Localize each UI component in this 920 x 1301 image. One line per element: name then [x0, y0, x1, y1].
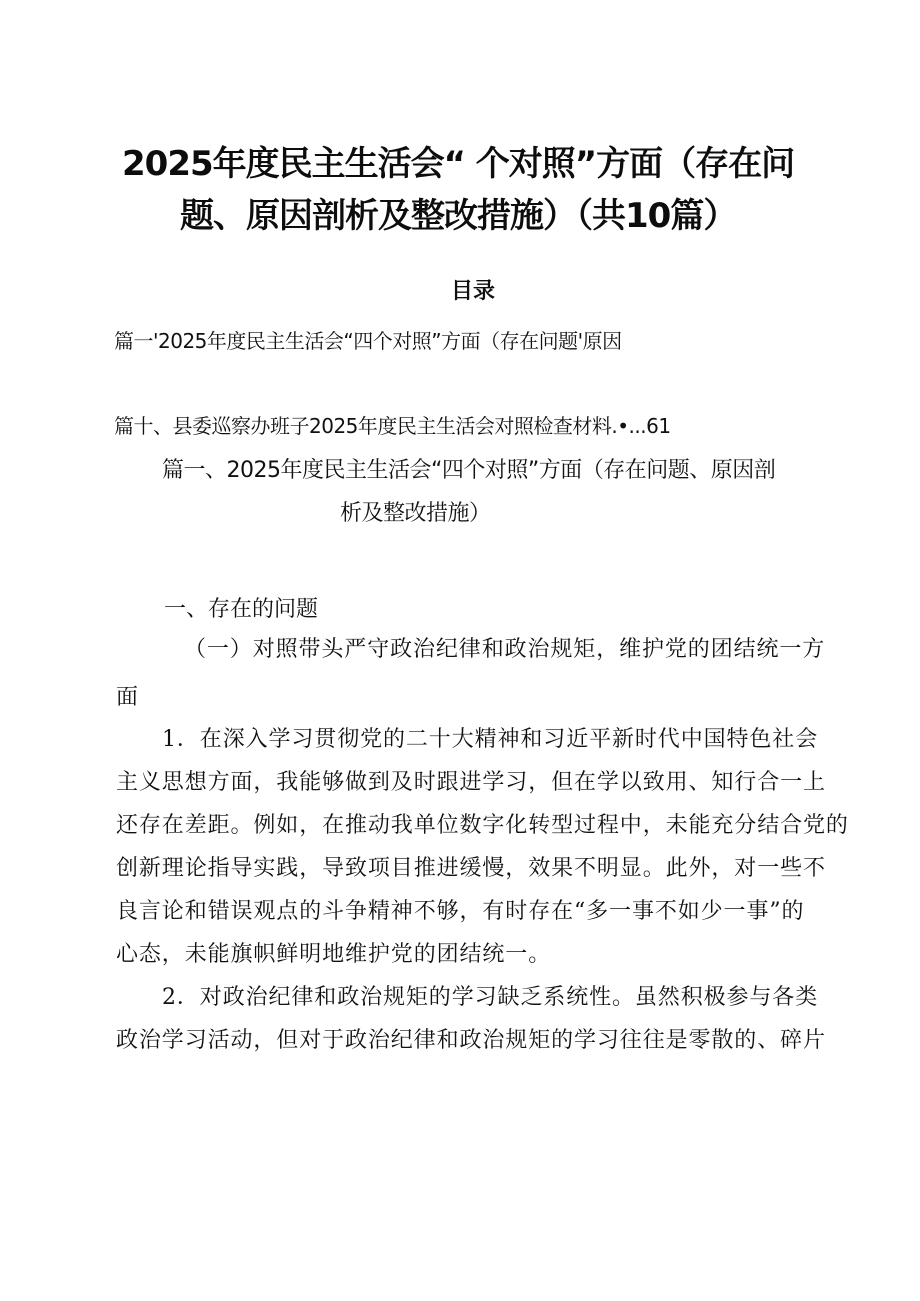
- toc-heading: 目录: [451, 279, 496, 304]
- toc-item: 篇一'2025年度民主生活会“四个对照”方面（存在问题'原因: [114, 329, 622, 353]
- section-heading: 一、存在的问题: [164, 597, 319, 622]
- subsection-heading-line-1: （一）对照带头严守政治纪律和政治规矩，维护党的团结统一方: [184, 637, 826, 662]
- document-title-line-1: 2025年度民主生活会“ 个对照”方面（存在问: [122, 144, 795, 184]
- paragraph-line: 1．在深入学习贯彻党的二十大精神和习近平新时代中国特色社会: [162, 727, 819, 752]
- paragraph-line: 创新理论指导实践，导致项目推进缓慢，效果不明显。此外，对一些不: [116, 856, 826, 881]
- paragraph-line: 2．对政治纪律和政治规矩的学习缺乏系统性。虽然积极参与各类: [162, 985, 819, 1010]
- paragraph-line: 心态，未能旗帜鲜明地维护党的团结统一。: [116, 942, 552, 967]
- document-title-line-2: 题、原因剖析及整改措施）（共10篇）: [180, 196, 737, 236]
- paragraph-line: 良言论和错误观点的斗争精神不够，有时存在“多一事不如少一事”的: [116, 899, 805, 924]
- paragraph-line: 主义思想方面，我能够做到及时跟进学习，但在学以致用、知行合一上: [116, 770, 826, 795]
- toc-item: 篇十、县委巡察办班子2025年度民主生活会对照检查材料.•...61: [114, 414, 671, 438]
- paragraph-line: 还存在差距。例如，在推动我单位数字化转型过程中，未能充分结合党的: [116, 813, 849, 838]
- article-title-line-2: 析及整改措施）: [340, 501, 491, 526]
- paragraph-line: 政治学习活动，但对于政治纪律和政治规矩的学习往往是零散的、碎片: [116, 1028, 826, 1053]
- subsection-heading-line-2: 面: [116, 685, 139, 710]
- article-title-line-1: 篇一、2025年度民主生活会“四个对照”方面（存在问题、原因剖: [162, 458, 776, 483]
